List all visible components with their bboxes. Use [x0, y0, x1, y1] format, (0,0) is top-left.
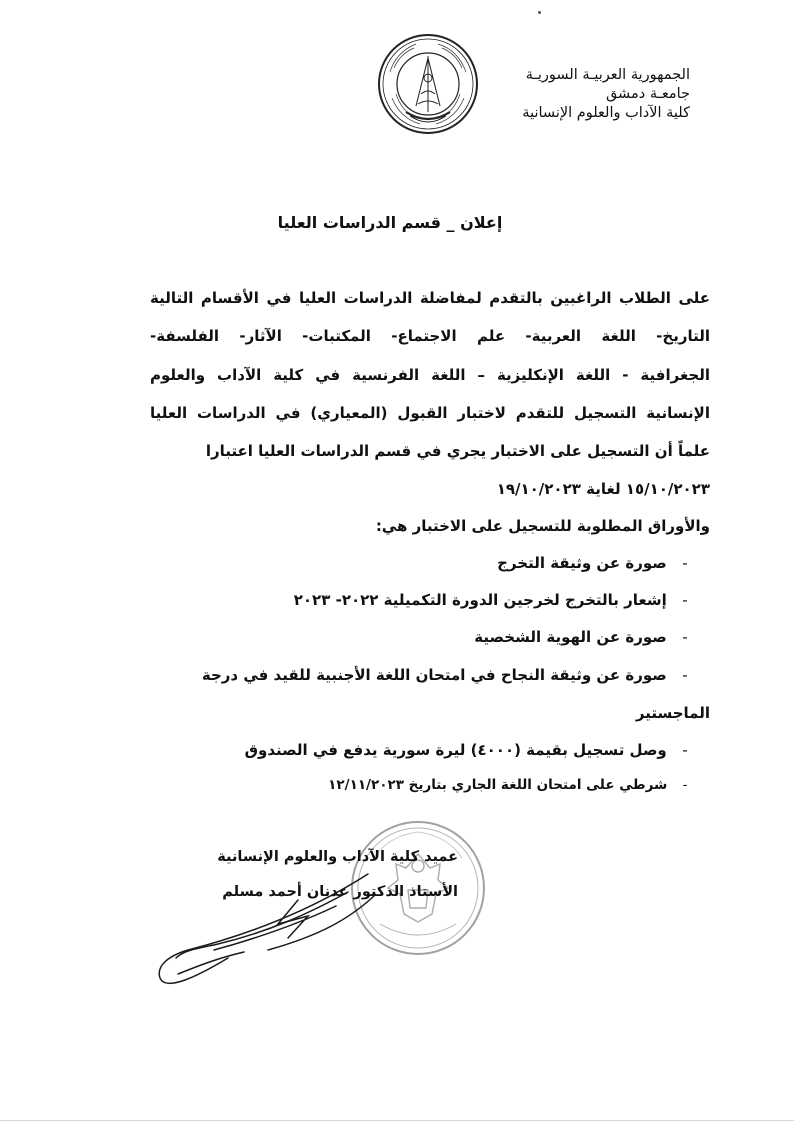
bullet-dash: - — [682, 666, 688, 684]
header-country: الجمهورية العربيـة السوريـة — [525, 67, 690, 83]
body-line: على الطلاب الراغبين بالتقدم لمفاضلة الدراسات العليا في الأقسام التالية — [150, 289, 710, 307]
bullet-dash: - — [682, 741, 688, 759]
header-faculty: كلية الآداب والعلوم الإنسانية — [522, 105, 690, 121]
requirement-text: شرطي على امتحان اللغة الجاري بتاريخ ١٢/١١/٢٠٢٣ — [328, 777, 668, 793]
body-line: والأوراق المطلوبة للتسجيل على الاختبار هي: — [375, 517, 710, 535]
bullet-dash: - — [682, 554, 688, 572]
dean-title: عميد كلية الآداب والعلوم الإنسانية — [217, 849, 458, 865]
requirement-item — [245, 741, 698, 759]
dean-name: الأستاذ الدكتور عدنان أحمد مسلم — [222, 884, 458, 900]
requirement-item — [474, 628, 698, 646]
requirement-item — [497, 554, 698, 572]
header-university: جامعـة دمشق — [605, 86, 690, 102]
bullet-dash: - — [682, 628, 688, 646]
requirement-item — [328, 777, 698, 793]
body-line: علماً أن التسجيل على الاختبار يجري في قسم الدراسات العليا اعتبارا — [205, 442, 710, 460]
scan-speck — [538, 11, 541, 14]
body-line: الإنسانية التسجيل للتقدم لاختبار القبول (المعياري) في الدراسات العليا — [150, 404, 710, 422]
bullet-dash: - — [682, 591, 688, 609]
handwritten-signature-icon — [148, 866, 378, 996]
body-line: ١٥/١٠/٢٠٢٣ لغاية ١٩/١٠/٢٠٢٣ — [496, 480, 710, 498]
requirement-text: الماجستير — [635, 704, 710, 722]
page-bottom-edge — [0, 1120, 794, 1121]
body-line: التاريخ- اللغة العربية- علم الاجتماع- المكتبات- الآثار- الفلسفة- — [150, 327, 710, 345]
requirement-item — [202, 666, 698, 684]
body-line: الجغرافية - اللغة الإنكليزية – اللغة الفرنسية في كلية الآداب والعلوم — [150, 366, 710, 384]
institution-header — [522, 66, 690, 123]
requirement-text: صورة عن الهوية الشخصية — [474, 628, 667, 646]
requirement-item — [294, 591, 698, 609]
bullet-dash: - — [682, 777, 688, 793]
university-emblem-icon — [376, 32, 480, 136]
requirement-text: وصل تسجيل بقيمة (٤٠٠٠) ليرة سورية يدفع في الصندوق — [244, 741, 667, 759]
requirement-continuation — [636, 704, 710, 722]
requirement-text: إشعار بالتخرج لخرجين الدورة التكميلية ٢٠٢٢- ٢٠٢٣ — [293, 591, 667, 609]
requirement-text: صورة عن وثيقة التخرج — [497, 554, 667, 572]
requirement-text: صورة عن وثيقة النجاح في امتحان اللغة الأجنبية للقيد في درجة — [201, 666, 667, 684]
announcement-title: إعلان _ قسم الدراسات العليا — [277, 213, 503, 232]
